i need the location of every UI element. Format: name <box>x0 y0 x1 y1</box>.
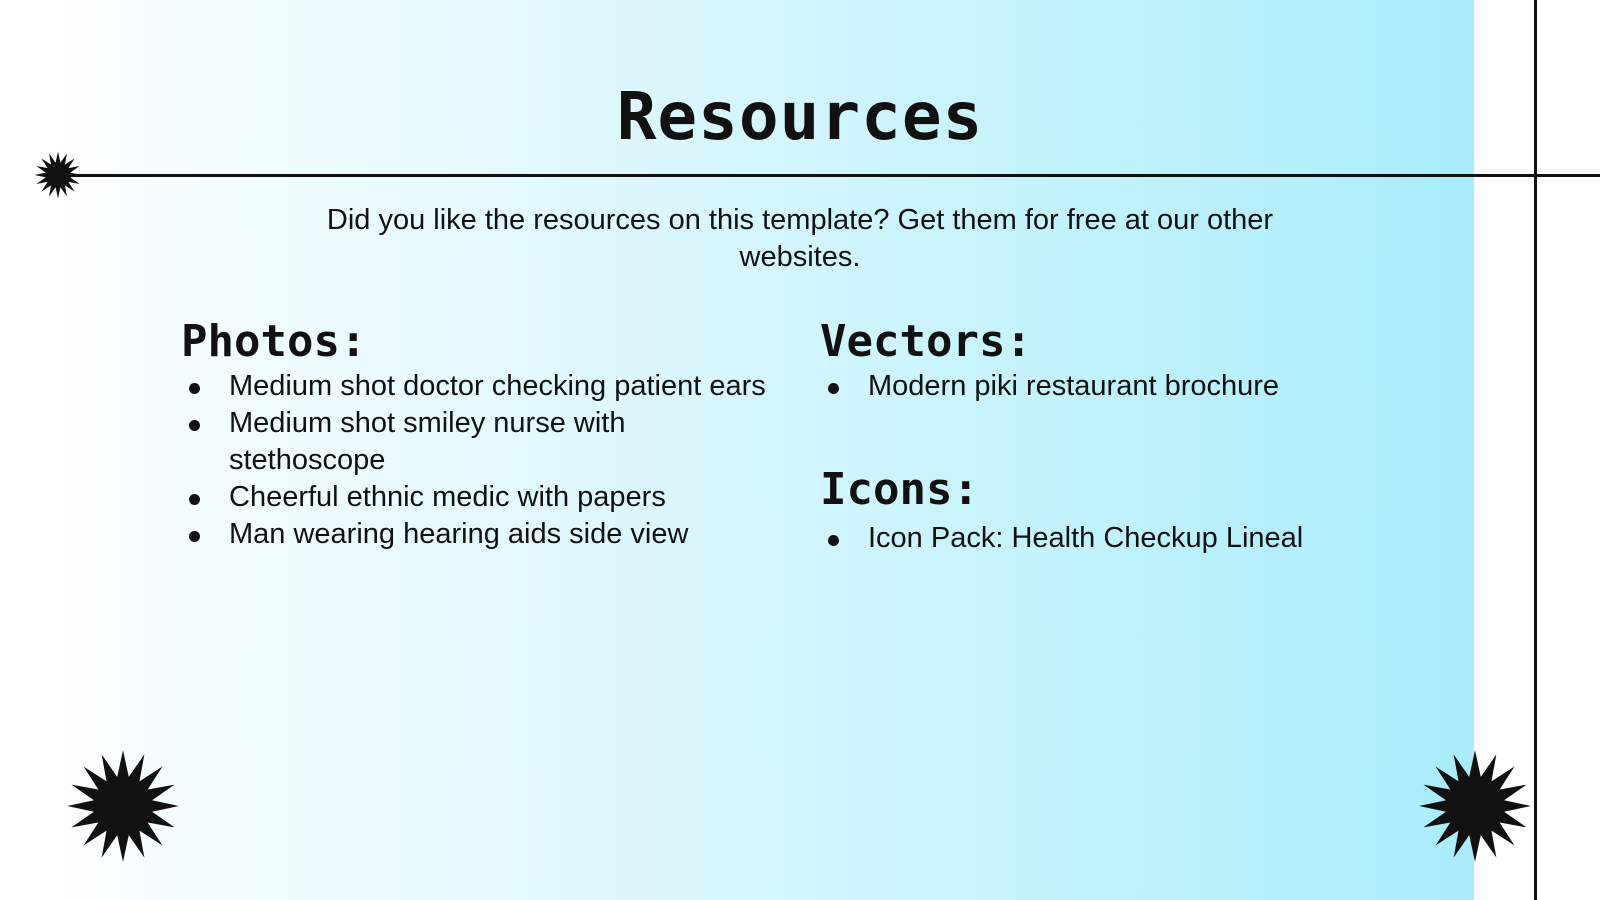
horizontal-divider-line <box>62 174 1600 177</box>
photos-list-item: Cheerful ethnic medic with papers <box>181 479 781 516</box>
icons-list-item: Icon Pack: Health Checkup Lineal <box>820 520 1380 557</box>
vectors-list-item: Modern piki restaurant brochure <box>820 368 1380 405</box>
photos-heading: Photos: <box>181 316 367 367</box>
vectors-section <box>820 318 1380 405</box>
vectors-list <box>820 368 1380 405</box>
icons-section <box>820 466 1380 557</box>
icons-list <box>820 520 1380 557</box>
starburst-shape <box>67 750 179 862</box>
starburst-icon-small <box>34 151 82 199</box>
slide-title: Resources <box>616 78 984 155</box>
starburst-shape <box>1419 750 1531 862</box>
photos-list <box>181 368 781 553</box>
starburst-icon-bottom-right <box>1418 749 1532 863</box>
vectors-heading: Vectors: <box>820 316 1032 367</box>
icons-heading: Icons: <box>820 464 979 515</box>
photos-list-item: Medium shot doctor checking patient ears <box>181 368 781 405</box>
photos-section <box>181 318 781 553</box>
starburst-shape <box>34 151 81 198</box>
slide-subtitle: Did you like the resources on this template? Get them for free at our other websites. <box>326 204 1274 273</box>
photos-list-item: Medium shot smiley nurse with stethoscope <box>181 405 781 479</box>
photos-list-item: Man wearing hearing aids side view <box>181 516 781 553</box>
starburst-icon-bottom-left <box>66 749 180 863</box>
